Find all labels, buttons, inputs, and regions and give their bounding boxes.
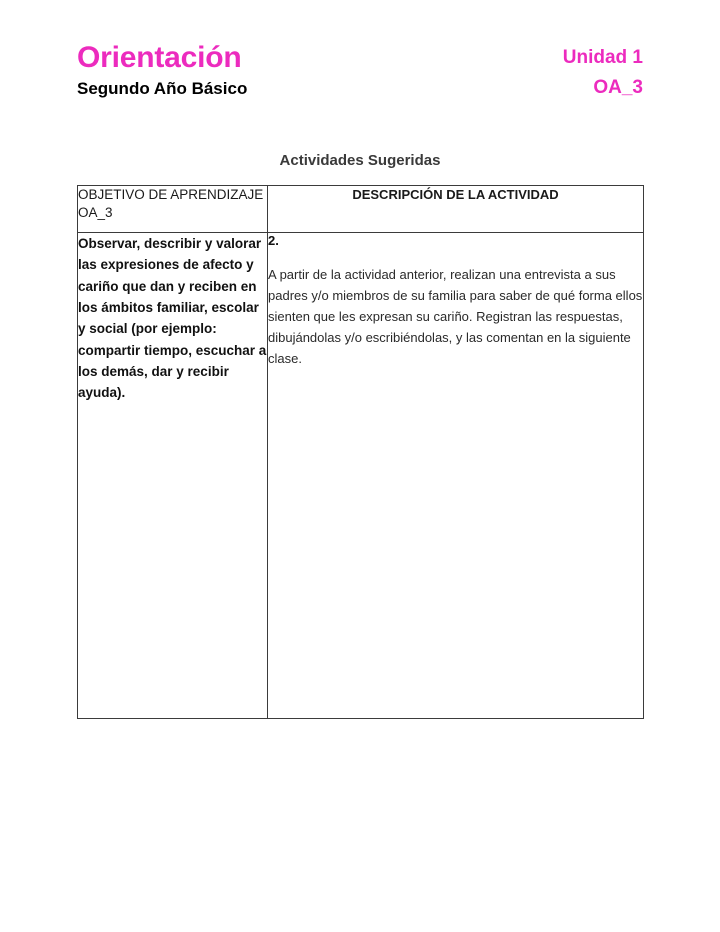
cell-description <box>268 233 644 719</box>
header-left-block <box>77 42 247 99</box>
table-header-row <box>78 186 644 233</box>
table-row <box>78 233 644 719</box>
header-right-block <box>563 42 643 100</box>
cell-objective <box>78 233 268 719</box>
grade-subtitle: Segundo Año Básico <box>77 78 248 98</box>
unit-label: Unidad 1 <box>562 47 643 68</box>
learning-objective-code: OA_3 <box>593 76 643 98</box>
table-body <box>78 233 644 719</box>
activity-number: 2. <box>268 233 279 248</box>
activity-description-text: A partir de la actividad anterior, realizan una entrevista a sus padres y/o miembros de su familia para saber de qué forma ellos sienten que les expresan su cariño. Registran las respuestas, dibujándolas y/o escribiéndolas, y las comentan en la siguiente clase. <box>268 266 643 367</box>
document-header <box>77 42 643 100</box>
activities-table <box>77 185 644 719</box>
column-header-description: DESCRIPCIÓN DE LA ACTIVIDAD <box>268 186 644 233</box>
column-header-objective: OBJETIVO DE APRENDIZAJE OA_3 <box>78 186 268 233</box>
section-title: Actividades Sugeridas <box>279 152 441 169</box>
objective-text: Observar, describir y valorar las expresiones de afecto y cariño que dan y reciben en los ámbitos familiar, escolar y social (por ejemplo: compartir tiempo, escuchar a los demás, dar y recibir ayuda). <box>78 236 267 401</box>
subject-title: Orientación <box>77 41 242 74</box>
table-header <box>78 186 644 233</box>
